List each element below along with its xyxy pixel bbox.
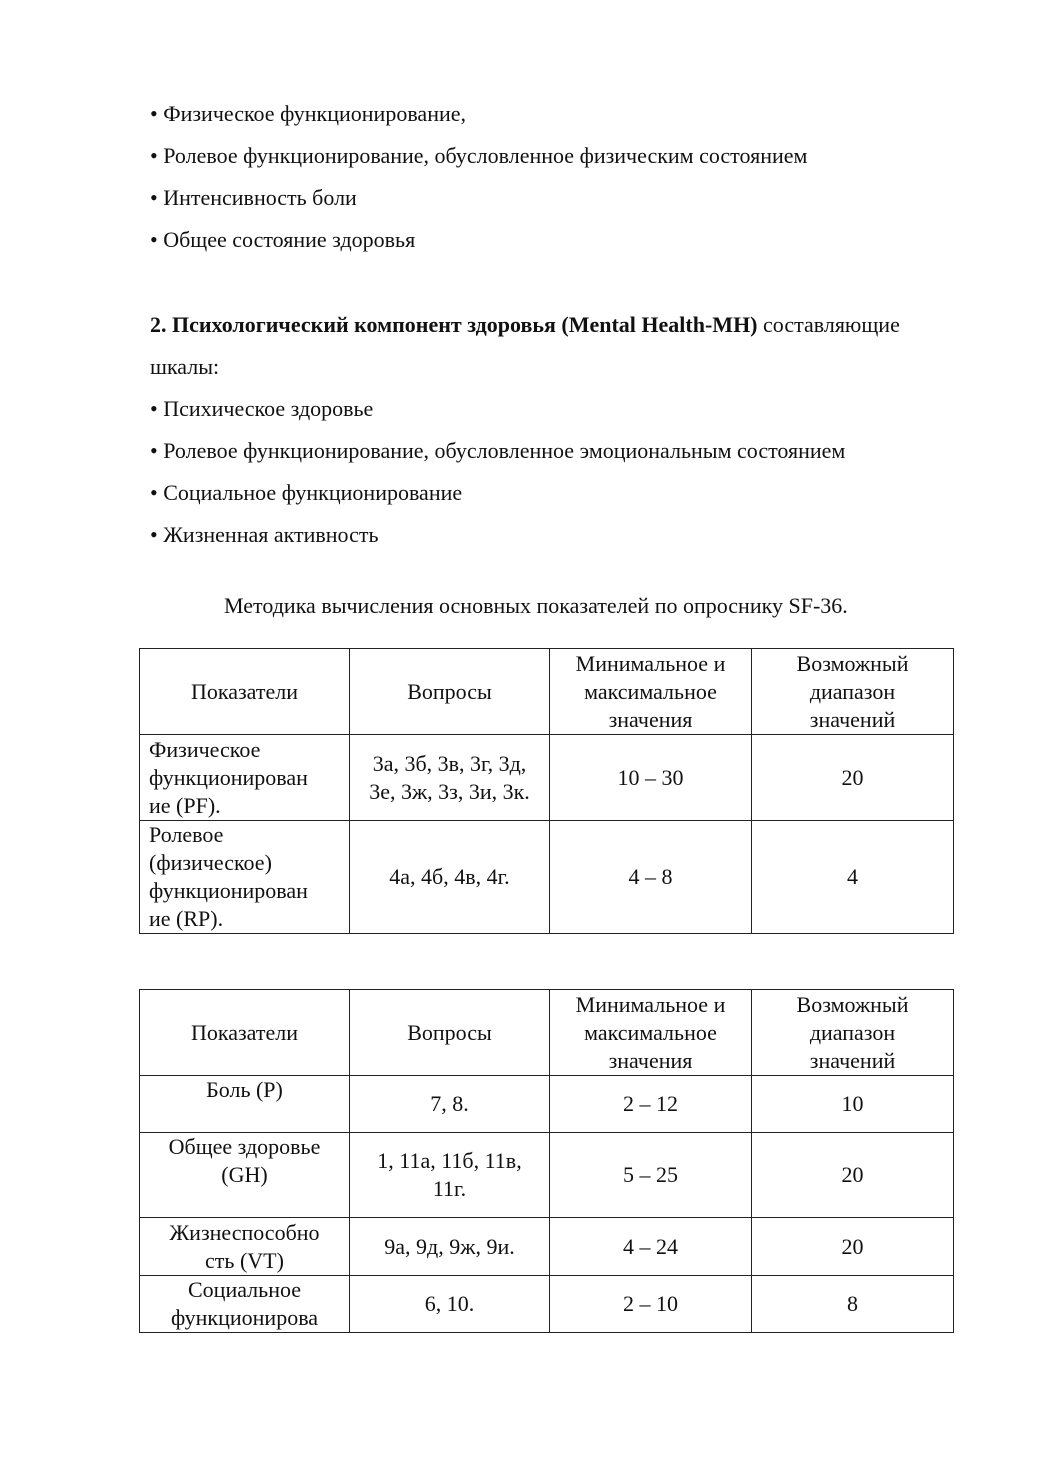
cell-indicator: Физическое функционирован ие (PF).: [140, 735, 350, 821]
cell-range: 8: [752, 1276, 954, 1333]
indicators-table-1: [139, 648, 954, 934]
header-minmax: Минимальное и максимальное значения: [550, 649, 752, 735]
cell-range: 10: [752, 1076, 954, 1133]
table-caption: Методика вычисления основных показателей по опроснику SF-36.: [224, 593, 848, 618]
table-row: [140, 1076, 954, 1133]
list-item: • Психическое здоровье: [150, 396, 374, 421]
header-questions: Вопросы: [350, 649, 550, 735]
cell-range: 20: [752, 735, 954, 821]
section-heading: [150, 311, 900, 339]
list-item: • Физическое функционирование,: [150, 101, 467, 126]
table-header-row: [140, 990, 954, 1076]
cell-questions: 7, 8.: [350, 1076, 550, 1133]
table-row: [140, 1218, 954, 1276]
cell-range: 20: [752, 1218, 954, 1276]
cell-questions: 1, 11а, 11б, 11в, 11г.: [350, 1133, 550, 1218]
cell-minmax: 2 – 12: [550, 1076, 752, 1133]
cell-questions: 3а, 3б, 3в, 3г, 3д, 3е, 3ж, 3з, 3и, 3к.: [350, 735, 550, 821]
cell-indicator: Боль (P): [140, 1076, 350, 1133]
cell-indicator: Ролевое (физическое) функционирован ие (RP).: [140, 821, 350, 934]
cell-questions: 9а, 9д, 9ж, 9и.: [350, 1218, 550, 1276]
indicators-table-2: [139, 989, 954, 1333]
section-heading-line2: шкалы:: [150, 354, 220, 379]
cell-range: 4: [752, 821, 954, 934]
table-header-row: [140, 649, 954, 735]
header-range: Возможный диапазон значений: [752, 990, 954, 1076]
cell-indicator: Социальное функционирова: [140, 1276, 350, 1333]
cell-questions: 4а, 4б, 4в, 4г.: [350, 821, 550, 934]
cell-minmax: 5 – 25: [550, 1133, 752, 1218]
header-indicators: Показатели: [140, 649, 350, 735]
header-indicators: Показатели: [140, 990, 350, 1076]
cell-range: 20: [752, 1133, 954, 1218]
table-row: [140, 821, 954, 934]
section-heading-rest: составляющие: [757, 312, 900, 337]
header-range: Возможный диапазон значений: [752, 649, 954, 735]
list-item: • Социальное функционирование: [150, 480, 463, 505]
table-row: [140, 735, 954, 821]
cell-minmax: 2 – 10: [550, 1276, 752, 1333]
cell-indicator: Жизнеспособно сть (VT): [140, 1218, 350, 1276]
cell-minmax: 10 – 30: [550, 735, 752, 821]
cell-indicator: Общее здоровье (GH): [140, 1133, 350, 1218]
list-item: • Ролевое функционирование, обусловленное эмоциональным состоянием: [150, 438, 846, 463]
cell-minmax: 4 – 8: [550, 821, 752, 934]
list-item: • Общее состояние здоровья: [150, 227, 416, 252]
table-row: [140, 1276, 954, 1333]
header-questions: Вопросы: [350, 990, 550, 1076]
section-heading-bold: 2. Психологический компонент здоровья (Mental Health-MH): [150, 312, 758, 337]
list-item: • Ролевое функционирование, обусловленное физическим состоянием: [150, 143, 808, 168]
cell-minmax: 4 – 24: [550, 1218, 752, 1276]
table-row: [140, 1133, 954, 1218]
list-item: • Интенсивность боли: [150, 185, 357, 210]
list-item: • Жизненная активность: [150, 522, 379, 547]
cell-questions: 6, 10.: [350, 1276, 550, 1333]
header-minmax: Минимальное и максимальное значения: [550, 990, 752, 1076]
